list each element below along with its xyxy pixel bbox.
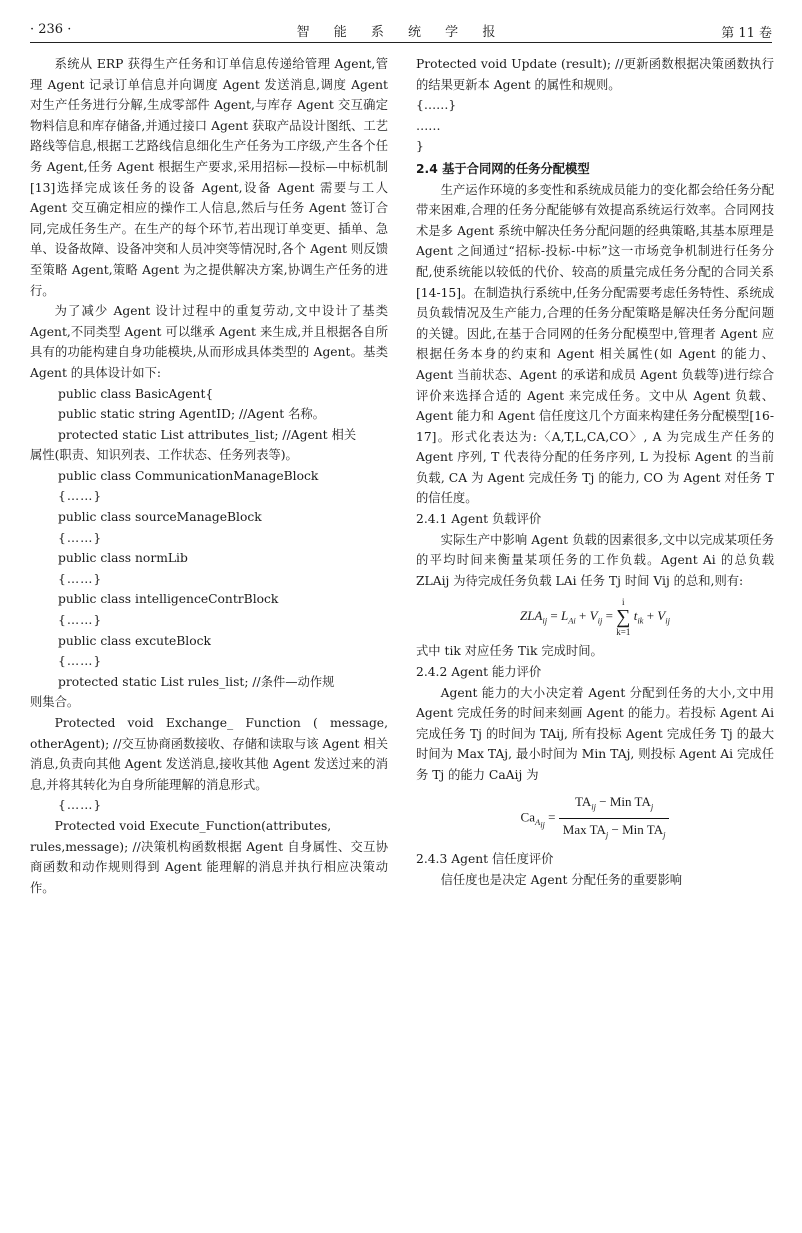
placeholder-braces: {……}	[58, 613, 103, 628]
formula-capability: $Ca_{A_{ij}}$ = $\frac{TA_{ij} - Min TA_j}{Max TA_j - Min TA_j}$	[416, 786, 774, 849]
page-number: · 236 ·	[30, 22, 72, 37]
placeholder-braces: {……}	[416, 98, 457, 113]
placeholder-braces: {……}	[58, 571, 103, 586]
code-line: 则集合。	[30, 695, 80, 710]
closing-brace: }	[416, 139, 424, 154]
page-header	[30, 14, 772, 43]
fraction: $\frac{TA_{ij} - Min TA_j}{Max TA_j - Min TA_j}$	[559, 792, 670, 845]
section-heading-2-4-2: 2.4.2 Agent 能力评价	[416, 665, 542, 680]
code-line: Protected void Execute_Function(attributes,	[54, 818, 332, 833]
section-heading-2-4-3: 2.4.3 Agent 信任度评价	[416, 851, 554, 866]
code-line: public class CommunicationManageBlock	[58, 468, 319, 483]
paragraph: 实际生产中影响 Agent 负载的因素很多,文中以完成某项任务的平均时间来衡量某项任务的工作负载。Agent Ai 的总负载 ZLAij 为待完成任务负载 LAi 任务 Tj 时间 Vij 的总和,则有:	[416, 532, 774, 588]
section-heading-2-4-1: 2.4.1 Agent 负载评价	[416, 512, 542, 527]
code-paragraph: rules,message); //决策机构函数根据 Agent 自身属性、交互协商函数和动作规则得到 Agent 能理解的消息并执行相应决策动作。	[30, 839, 388, 895]
code-line: public class excuteBlock	[58, 633, 211, 648]
placeholder-braces: {……}	[58, 654, 103, 669]
code-line: public class intelligenceContrBlock	[58, 592, 279, 607]
code-line: public class sourceManageBlock	[58, 510, 262, 525]
code-paragraph: Protected void Exchange_ Function ( message, otherAgent); //交互协商函数接收、存储和读取与该 Agent 相关消息,负责向其他 Agent 发送消息,接收其他 Agent 发送过来的消息,并将其转化为自身所能理解的消息形式。	[30, 716, 388, 792]
paragraph: 生产运作环境的多变性和系统成员能力的变化都会给任务分配带来困难,合理的任务分配能够有效提高系统运行效率。合同网技术是多 Agent 系统中解决任务分配问题的经典策略,其基本原理是 Agent 之间通过“招标-投标-中标”这一市场竞争机制进行任务分配,使系统能以较低的代价、较高的质量完成任务分配的合同关系[14-15]。在制造执行系统中,任务分配需要考虑任务特性、系统成员负载情况及生产能力,合理的任务分配策略是解决任务分配问题的关键。因此,在基于合同网的任务分配模型中,管理者 Agent 应根据任务本身的约束和 Agent 相关属性(如 Agent 的能力、Agent 当前状态、Agent 的承诺和成员 Agent 负载等)进行综合评价来选择合适的 Agent 来完成任务。文中从 Agent 负载、Agent 能力和 Agent 信任度这几个方面来构建任务分配模型[16-17]。形式化表达为:〈A,T,L,CA,CO〉, A 为完成生产任务的 Agent 序列, T 代表待分配的任务序列, L 为投标 Agent 的当前负载, CA 为 Agent 完成任务 Tj 的能力, CO 为 Agent 对任务 T 的信任度。	[416, 182, 774, 506]
code-line: protected static List rules_list; //条件—动作规	[58, 674, 335, 689]
code-line: public class normLib	[58, 551, 188, 566]
section-heading-2-4: 2.4 基于合同网的任务分配模型	[416, 161, 590, 176]
placeholder-braces: {……}	[58, 530, 103, 545]
paragraph: Agent 能力的大小决定着 Agent 分配到任务的大小,文中用 Agent 完成任务的时间来刻画 Agent 的能力。若投标 Agent Ai 完成任务 Tj 的时间为 TAij, 所有投标 Agent 完成任务 Tj 的最大时间为 Max TAj, 最小时间为 Min TAj, 则投标 Agent Ai 完成任务 Tj 的能力 CaAij 为	[416, 685, 774, 782]
formula-load: $ZLA_{ij} = L_{Ai} + V_{ij} = i$ ∑ k=1 $t_{ik} + V_{ij}$	[520, 597, 670, 638]
code-line: 属性(职责、知识列表、工作状态、任务列表等)。	[30, 448, 298, 463]
code-line: public class BasicAgent{	[58, 386, 214, 401]
volume-label: 第 11 卷	[721, 26, 772, 41]
paragraph: 式中 tik 对应任务 Tik 完成时间。	[416, 644, 603, 659]
left-column	[30, 54, 388, 898]
paragraph: 系统从 ERP 获得生产任务和订单信息传递给管理 Agent,管理 Agent 记录订单信息并向调度 Agent 发送消息,调度 Agent 对生产任务进行分解,生成零部件 Agent,与库存 Agent 交互确定物料信息和库存储备,并通过接口 Agent 获取产品设计图纸、工艺路线等信息,根据工艺路线信息细化生产任务为工序级,产生各个任务 Agent,任务 Agent 根据生产要求,采用招标—投标—中标机制[13]选择完成该任务的设备 Agent,设备 Agent 需要与工人 Agent 交互确定相应的操作工人信息,然后与任务 Agent 签订合同,完成任务生产。在生产的每个环节,若出现订单变更、插单、急单、设备故障、设备冲突和人员冲突等情况时,各个 Agent 则反馈至策略 Agent,策略 Agent 为之提供解决方案,协调生产任务的进行。	[30, 57, 388, 298]
paragraph: 为了减少 Agent 设计过程中的重复劳动,文中设计了基类 Agent,不同类型 Agent 可以继承 Agent 来生成,并且根据各自所具有的功能构建自身功能模块,从而形成具体类型的 Agent。基类 Agent 的具体设计如下:	[30, 304, 388, 380]
paragraph: 信任度也是决定 Agent 分配任务的重要影响	[440, 872, 683, 887]
journal-title: 智 能 系 统 学 报	[296, 25, 506, 40]
code-paragraph: Protected void Update (result); //更新函数根据决策函数执行的结果更新本 Agent 的属性和规则。	[416, 57, 774, 92]
placeholder-braces: {……}	[58, 489, 103, 504]
placeholder-braces: {……}	[58, 798, 103, 813]
right-column	[416, 54, 774, 890]
ellipsis: ……	[416, 118, 441, 133]
code-line: protected static List attributes_list; //Agent 相关	[58, 427, 357, 442]
sum-symbol: i ∑ k=1	[616, 597, 631, 638]
code-line: public static string AgentID; //Agent 名称。	[58, 407, 325, 422]
